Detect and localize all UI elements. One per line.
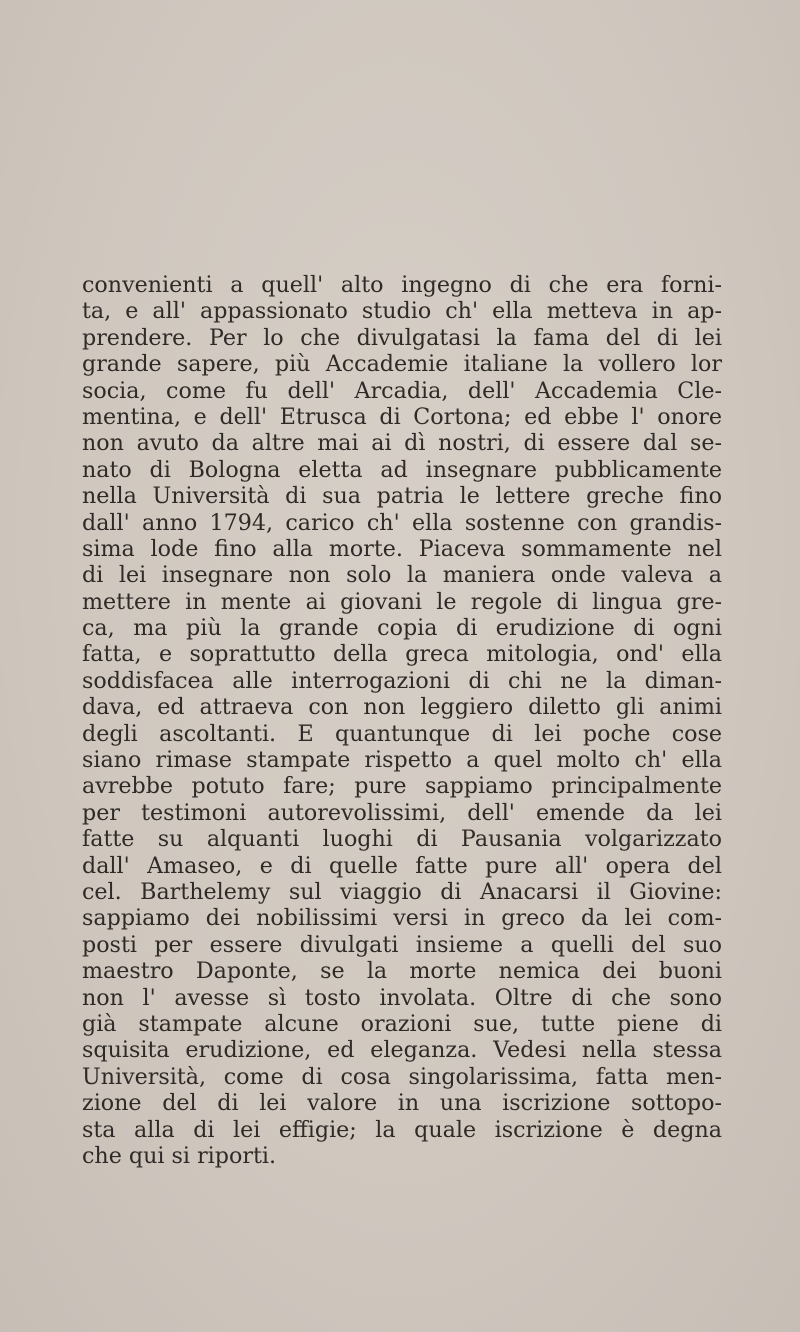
text-line: Università, come di cosa singolarissima, fatta men- xyxy=(82,1063,722,1090)
text-line: ta, e all' appassionato studio ch' ella metteva in ap- xyxy=(82,298,722,325)
text-line: nella Università di sua patria le lettere greche fino xyxy=(82,483,722,510)
text-line: dall' anno 1794, carico ch' ella sostenne con grandis- xyxy=(82,509,722,536)
text-line: fatte su alquanti luoghi di Pausania volgarizzato xyxy=(82,826,722,853)
text-line: sappiamo dei nobilissimi versi in greco da lei com- xyxy=(82,905,722,932)
text-line: dava, ed attraeva con non leggiero diletto gli animi xyxy=(82,694,722,721)
text-line: degli ascoltanti. E quantunque di lei poche cose xyxy=(82,720,722,747)
text-line: siano rimase stampate rispetto a quel molto ch' ella xyxy=(82,747,722,774)
text-line: prendere. Per lo che divulgatasi la fama del di lei xyxy=(82,324,722,351)
text-line: fatta, e soprattutto della greca mitologia, ond' ella xyxy=(82,641,722,668)
text-line: che qui si riporti. xyxy=(82,1142,277,1169)
text-line: sima lode fino alla morte. Piaceva sommamente nel xyxy=(82,535,722,562)
text-line: già stampate alcune orazioni sue, tutte piene di xyxy=(82,1010,722,1037)
text-line: zione del di lei valore in una iscrizione sottopo- xyxy=(82,1090,722,1117)
text-line: non avuto da altre mai ai dì nostri, di essere dal se- xyxy=(82,430,722,457)
text-line: ca, ma più la grande copia di erudizione di ogni xyxy=(82,615,722,642)
text-line: nato di Bologna eletta ad insegnare pubblicamente xyxy=(82,456,722,483)
text-line: sta alla di lei effigie; la quale iscrizione è degna xyxy=(82,1116,722,1143)
text-line: convenienti a quell' alto ingegno di che era forni- xyxy=(82,272,722,298)
text-line: socia, come fu dell' Arcadia, dell' Accademia Cle- xyxy=(82,377,722,404)
text-line: avrebbe potuto fare; pure sappiamo principalmente xyxy=(82,773,722,800)
text-line: cel. Barthelemy sul viaggio di Anacarsi il Giovine: xyxy=(82,878,722,905)
text-line: soddisfacea alle interrogazioni di chi ne la diman- xyxy=(82,667,722,694)
body-text xyxy=(82,272,722,1169)
text-line: di lei insegnare non solo la maniera onde valeva a xyxy=(82,562,722,589)
text-line: grande sapere, più Accademie italiane la vollero lor xyxy=(82,351,722,378)
text-line: mentina, e dell' Etrusca di Cortona; ed ebbe l' onore xyxy=(82,403,722,430)
text-line: maestro Daponte, se la morte nemica dei buoni xyxy=(82,958,722,985)
text-line: posti per essere divulgati insieme a quelli del suo xyxy=(82,931,722,958)
text-line: dall' Amaseo, e di quelle fatte pure all' opera del xyxy=(82,852,722,879)
text-line: non l' avesse sì tosto involata. Oltre di che sono xyxy=(82,984,722,1011)
text-line: mettere in mente ai giovani le regole di lingua gre- xyxy=(82,588,722,615)
text-line: per testimoni autorevolissimi, dell' emende da lei xyxy=(82,799,722,826)
text-line: squisita erudizione, ed eleganza. Vedesi nella stessa xyxy=(82,1037,722,1064)
